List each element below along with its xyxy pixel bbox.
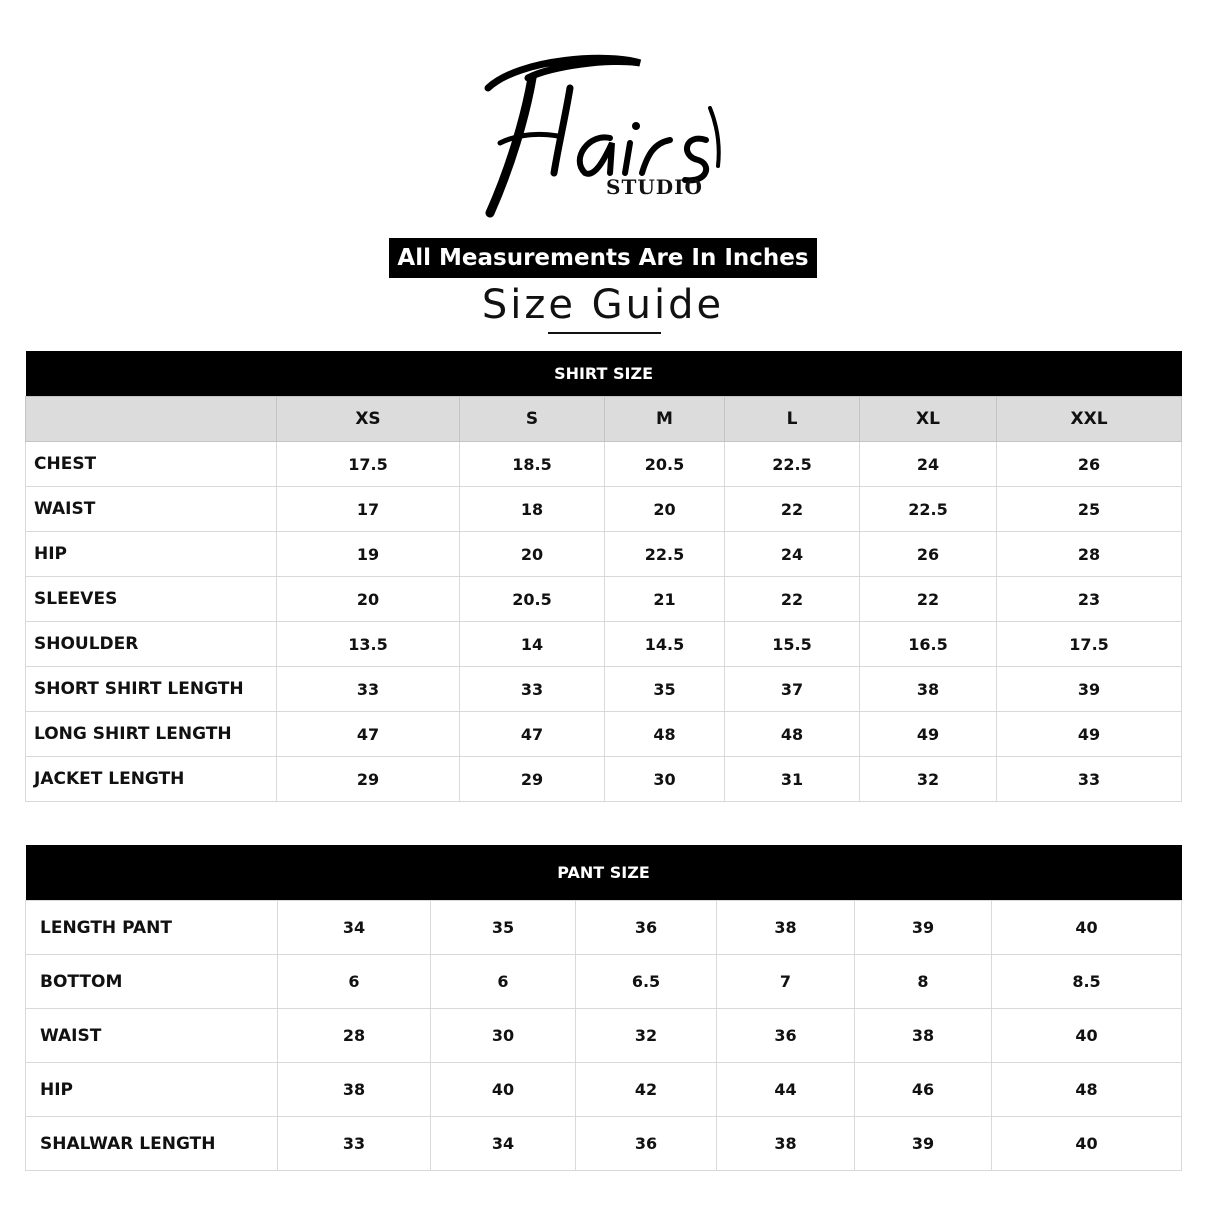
- measurement-cell: 22: [725, 487, 860, 532]
- measurement-cell: 14.5: [605, 622, 725, 667]
- row-label: SLEEVES: [26, 577, 277, 622]
- shirt-section-title: SHIRT SIZE: [26, 351, 1182, 397]
- size-header-cell: M: [605, 397, 725, 442]
- row-label: CHEST: [26, 442, 277, 487]
- measurement-cell: 6: [431, 955, 576, 1009]
- title-underline: [548, 332, 661, 334]
- measurement-cell: 20.5: [605, 442, 725, 487]
- measurement-cell: 37: [725, 667, 860, 712]
- measurement-cell: 42: [576, 1063, 717, 1117]
- pant-section-title: PANT SIZE: [26, 845, 1182, 901]
- row-label: HIP: [26, 532, 277, 577]
- measurement-cell: 18: [460, 487, 605, 532]
- row-label: JACKET LENGTH: [26, 757, 277, 802]
- measurement-cell: 29: [277, 757, 460, 802]
- measurement-cell: 13.5: [277, 622, 460, 667]
- measurement-cell: 28: [278, 1009, 431, 1063]
- table-row: [26, 622, 1182, 667]
- measurement-cell: 38: [860, 667, 997, 712]
- measurement-cell: 33: [460, 667, 605, 712]
- measurement-cell: 31: [725, 757, 860, 802]
- table-row: [26, 1117, 1182, 1171]
- measurement-cell: 39: [997, 667, 1182, 712]
- measurement-cell: 49: [997, 712, 1182, 757]
- measurement-cell: 24: [860, 442, 997, 487]
- row-label: LONG SHIRT LENGTH: [26, 712, 277, 757]
- measurement-cell: 18.5: [460, 442, 605, 487]
- measurement-cell: 24: [725, 532, 860, 577]
- measurement-cell: 30: [431, 1009, 576, 1063]
- measurement-cell: 14: [460, 622, 605, 667]
- measurement-cell: 40: [992, 1009, 1182, 1063]
- size-header-cell: XXL: [997, 397, 1182, 442]
- measurement-cell: 22.5: [605, 532, 725, 577]
- measurement-cell: 22: [860, 577, 997, 622]
- measurement-cell: 48: [725, 712, 860, 757]
- measurement-cell: 22.5: [860, 487, 997, 532]
- row-label: WAIST: [26, 487, 277, 532]
- measurement-cell: 17: [277, 487, 460, 532]
- measurement-cell: 26: [860, 532, 997, 577]
- measurement-cell: 20: [460, 532, 605, 577]
- measurement-cell: 33: [278, 1117, 431, 1171]
- measurement-cell: 34: [278, 901, 431, 955]
- measurement-cell: 48: [992, 1063, 1182, 1117]
- measurement-cell: 6.5: [576, 955, 717, 1009]
- measurement-cell: 16.5: [860, 622, 997, 667]
- measurement-cell: 28: [997, 532, 1182, 577]
- row-label: LENGTH PANT: [26, 901, 278, 955]
- measurement-cell: 29: [460, 757, 605, 802]
- measurement-cell: 44: [717, 1063, 855, 1117]
- table-row: [26, 712, 1182, 757]
- measurement-cell: 8: [855, 955, 992, 1009]
- measurement-cell: 40: [431, 1063, 576, 1117]
- table-row: [26, 487, 1182, 532]
- table-row: [26, 757, 1182, 802]
- shirt-size-table: [25, 351, 1182, 802]
- row-label: SHALWAR LENGTH: [26, 1117, 278, 1171]
- measurement-cell: 38: [717, 1117, 855, 1171]
- measurement-cell: 17.5: [997, 622, 1182, 667]
- measurement-cell: 33: [997, 757, 1182, 802]
- logo-studio-text: STUDIO: [606, 175, 703, 199]
- measurement-cell: 48: [605, 712, 725, 757]
- measurement-cell: 39: [855, 901, 992, 955]
- measurement-cell: 22: [725, 577, 860, 622]
- size-header-cell: L: [725, 397, 860, 442]
- measurement-cell: 38: [278, 1063, 431, 1117]
- page-title: Size Guide: [481, 282, 725, 328]
- measurement-cell: 34: [431, 1117, 576, 1171]
- measurement-cell: 36: [576, 901, 717, 955]
- size-header-row: [26, 397, 1182, 442]
- row-label: WAIST: [26, 1009, 278, 1063]
- size-header-cell: XL: [860, 397, 997, 442]
- measurement-cell: 6: [278, 955, 431, 1009]
- pant-section-header: [26, 845, 1182, 901]
- table-row: [26, 901, 1182, 955]
- size-header-cell: XS: [277, 397, 460, 442]
- measurement-cell: 40: [992, 1117, 1182, 1171]
- row-label: SHOULDER: [26, 622, 277, 667]
- measurement-banner: All Measurements Are In Inches: [389, 238, 817, 278]
- table-row: [26, 577, 1182, 622]
- measurement-cell: 20: [605, 487, 725, 532]
- measurement-cell: 32: [576, 1009, 717, 1063]
- measurement-cell: 17.5: [277, 442, 460, 487]
- table-row: [26, 532, 1182, 577]
- measurement-cell: 8.5: [992, 955, 1182, 1009]
- measurement-cell: 35: [431, 901, 576, 955]
- measurement-cell: 15.5: [725, 622, 860, 667]
- row-label: SHORT SHIRT LENGTH: [26, 667, 277, 712]
- measurement-cell: 20: [277, 577, 460, 622]
- measurement-cell: 30: [605, 757, 725, 802]
- measurement-cell: 7: [717, 955, 855, 1009]
- measurement-cell: 26: [997, 442, 1182, 487]
- measurement-cell: 46: [855, 1063, 992, 1117]
- measurement-cell: 49: [860, 712, 997, 757]
- measurement-cell: 36: [576, 1117, 717, 1171]
- size-header-cell: S: [460, 397, 605, 442]
- table-row: [26, 1009, 1182, 1063]
- measurement-cell: 47: [460, 712, 605, 757]
- table-row: [26, 955, 1182, 1009]
- measurement-cell: 20.5: [460, 577, 605, 622]
- row-label: BOTTOM: [26, 955, 278, 1009]
- measurement-cell: 22.5: [725, 442, 860, 487]
- measurement-cell: 40: [992, 901, 1182, 955]
- measurement-cell: 36: [717, 1009, 855, 1063]
- measurement-cell: 32: [860, 757, 997, 802]
- measurement-cell: 39: [855, 1117, 992, 1171]
- measurement-cell: 23: [997, 577, 1182, 622]
- row-label: HIP: [26, 1063, 278, 1117]
- measurement-cell: 47: [277, 712, 460, 757]
- table-row: [26, 667, 1182, 712]
- table-row: [26, 442, 1182, 487]
- measurement-cell: 38: [717, 901, 855, 955]
- measurement-cell: 21: [605, 577, 725, 622]
- measurement-cell: 33: [277, 667, 460, 712]
- shirt-section-header: [26, 351, 1182, 397]
- measurement-cell: 38: [855, 1009, 992, 1063]
- size-header-blank: [26, 397, 277, 442]
- pant-size-table: [25, 845, 1182, 1171]
- measurement-cell: 19: [277, 532, 460, 577]
- measurement-cell: 35: [605, 667, 725, 712]
- measurement-cell: 25: [997, 487, 1182, 532]
- table-row: [26, 1063, 1182, 1117]
